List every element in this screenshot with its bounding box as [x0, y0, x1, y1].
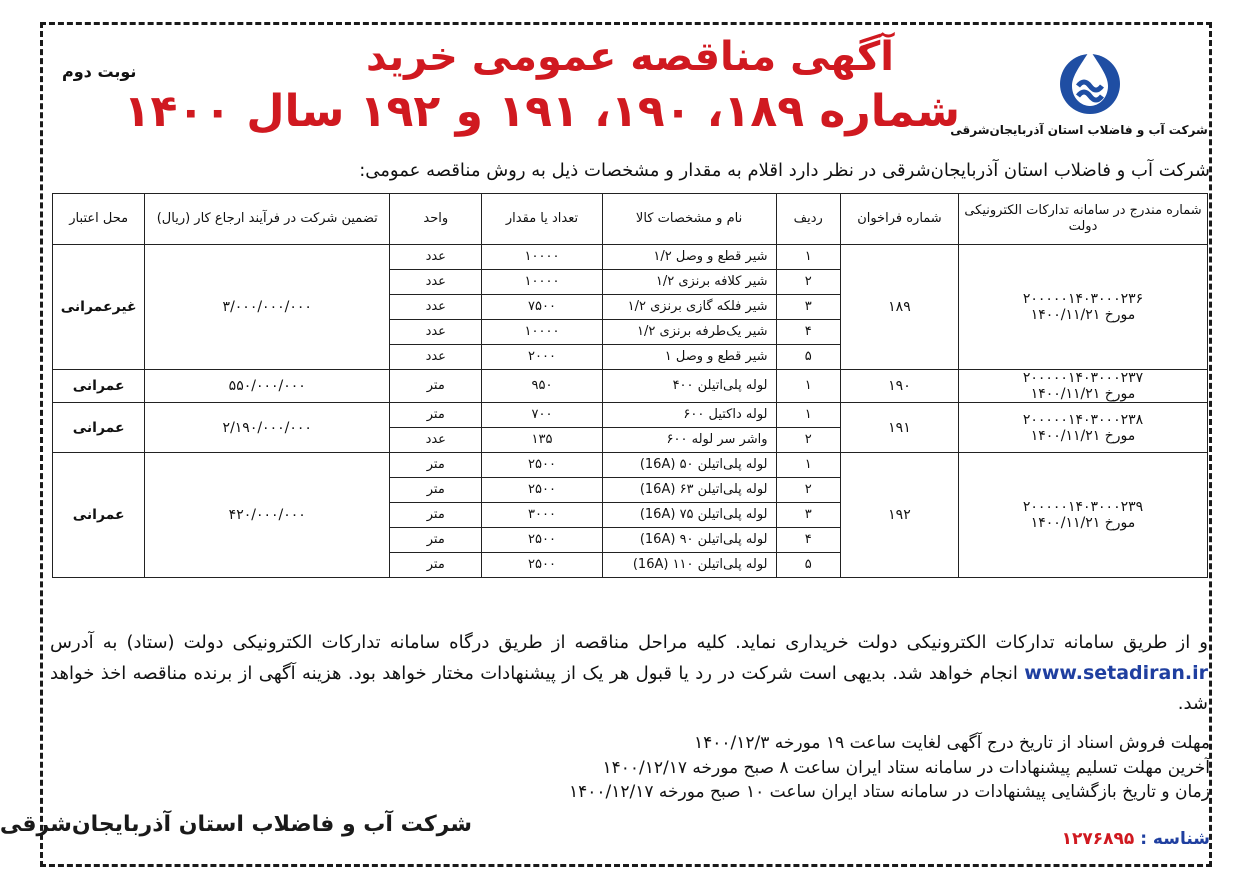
credit-cell: غیرعمرانی: [53, 245, 145, 370]
guarantee-cell: ۲/۱۹۰/۰۰۰/۰۰۰: [145, 403, 390, 453]
registry-number: ۲۰۰۰۰۰۱۴۰۳۰۰۰۲۳۶: [1022, 291, 1144, 307]
row-number-cell: ۳: [776, 295, 840, 320]
row-number-cell: ۴: [776, 528, 840, 553]
notice-subtitle: شماره ۱۸۹، ۱۹۰، ۱۹۱ و ۱۹۲ سال ۱۴۰۰: [123, 86, 960, 137]
row-number-cell: ۳: [776, 503, 840, 528]
reference-number: ۱۲۷۶۸۹۵: [1061, 829, 1135, 849]
item-name-cell: واشر سر لوله ۶۰۰: [602, 428, 776, 453]
quantity-cell: ۱۰۰۰۰: [482, 270, 602, 295]
row-number-cell: ۱: [776, 403, 840, 428]
item-name-cell: لوله پلی‌اتیلن ۷۵ (16A): [602, 503, 776, 528]
header-credit: محل اعتبار: [53, 194, 145, 245]
row-number-cell: ۱: [776, 370, 840, 403]
table-row: [53, 245, 1208, 270]
unit-cell: عدد: [390, 428, 482, 453]
guarantee-cell: ۵۵۰/۰۰۰/۰۰۰: [145, 370, 390, 403]
quantity-cell: ۲۰۰۰: [482, 345, 602, 370]
header-row: ردیف: [776, 194, 840, 245]
body-part2: انجام خواهد شد. بدیهی است شرکت در رد یا قبول هر یک از پیشنهادات مختار خواهد بود. هزینه آگهی از برنده مناقصه اخذ خواهد شد.: [50, 663, 1208, 714]
deadline-submit: آخرین مهلت تسلیم پیشنهادات در سامانه ستاد ایران ساعت ۸ صبح مورخه ۱۴۰۰/۱۲/۱۷: [602, 757, 1210, 778]
quantity-cell: ۲۵۰۰: [482, 478, 602, 503]
row-number-cell: ۱: [776, 245, 840, 270]
unit-cell: متر: [390, 503, 482, 528]
call-number-cell: ۱۹۱: [840, 403, 958, 453]
guarantee-cell: ۳/۰۰۰/۰۰۰/۰۰۰: [145, 245, 390, 370]
header-qty: تعداد یا مقدار: [482, 194, 602, 245]
quantity-cell: ۳۰۰۰: [482, 503, 602, 528]
registry-date: مورخ ۱۴۰۰/۱۱/۲۱: [1030, 427, 1136, 444]
row-number-cell: ۲: [776, 428, 840, 453]
quantity-cell: ۲۵۰۰: [482, 528, 602, 553]
item-name-cell: شیر کلافه برنزی ۱/۲: [602, 270, 776, 295]
registry-cell: [958, 370, 1207, 403]
quantity-cell: ۱۰۰۰۰: [482, 320, 602, 345]
deadlines-list: [470, 731, 1210, 805]
quantity-cell: ۲۵۰۰: [482, 553, 602, 578]
intro-text: شرکت آب و فاضلاب استان آذربایجان‌شرقی در نظر دارد اقلام به مقدار و مشخصات ذیل به روش مناقصه عمومی:: [359, 160, 1210, 181]
item-name-cell: لوله پلی‌اتیلن ۵۰ (16A): [602, 453, 776, 478]
item-name-cell: شیر یک‌طرفه برنزی ۱/۲: [602, 320, 776, 345]
registry-cell: [958, 453, 1207, 578]
header-unit: واحد: [390, 194, 482, 245]
unit-cell: متر: [390, 478, 482, 503]
quantity-cell: ۷۵۰۰: [482, 295, 602, 320]
registry-date: مورخ ۱۴۰۰/۱۱/۲۱: [1030, 515, 1136, 531]
unit-cell: عدد: [390, 345, 482, 370]
table-row: [53, 403, 1208, 428]
quantity-cell: ۱۰۰۰۰: [482, 245, 602, 270]
unit-cell: عدد: [390, 245, 482, 270]
row-number-cell: ۵: [776, 553, 840, 578]
item-name-cell: شیر فلکه گازی برنزی ۱/۲: [602, 295, 776, 320]
website-link[interactable]: www.setadiran.ir: [1024, 662, 1208, 684]
row-number-cell: ۲: [776, 478, 840, 503]
quantity-cell: ۷۰۰: [482, 403, 602, 428]
item-name-cell: لوله پلی‌اتیلن ۱۱۰ (16A): [602, 553, 776, 578]
unit-cell: عدد: [390, 320, 482, 345]
tender-items-table: [52, 193, 1208, 578]
guarantee-cell: ۴۲۰/۰۰۰/۰۰۰: [145, 453, 390, 578]
header-item: نام و مشخصات کالا: [602, 194, 776, 245]
table-row: [53, 370, 1208, 403]
item-name-cell: لوله پلی‌اتیلن ۴۰۰: [602, 370, 776, 403]
org-signature: شرکت آب و فاضلاب استان آذربایجان‌شرقی: [0, 812, 472, 837]
deadline-opening: زمان و تاریخ بازگشایی پیشنهادات در سامانه ستاد ایران ساعت ۱۰ صبح مورخه ۱۴۰۰/۱۲/۱۷: [568, 782, 1210, 802]
quantity-cell: ۹۵۰: [482, 370, 602, 403]
item-name-cell: لوله داکتیل ۶۰۰: [602, 403, 776, 428]
registry-date: مورخ ۱۴۰۰/۱۱/۲۱: [1030, 386, 1136, 402]
unit-cell: متر: [390, 553, 482, 578]
reference-id: [1000, 829, 1210, 849]
call-number-cell: ۱۹۲: [840, 453, 958, 578]
unit-cell: عدد: [390, 295, 482, 320]
row-number-cell: ۵: [776, 345, 840, 370]
registry-number: ۲۰۰۰۰۰۱۴۰۳۰۰۰۲۳۷: [1022, 370, 1144, 386]
registry-date: مورخ ۱۴۰۰/۱۱/۲۱: [1030, 307, 1136, 323]
quantity-cell: ۲۵۰۰: [482, 453, 602, 478]
item-name-cell: لوله پلی‌اتیلن ۶۳ (16A): [602, 478, 776, 503]
call-number-cell: ۱۹۰: [840, 370, 958, 403]
table-header-row: [53, 194, 1208, 245]
notice-title: آگهی مناقصه عمومی خرید: [366, 34, 894, 80]
reference-label: شناسه :: [1140, 829, 1210, 849]
credit-cell: عمرانی: [53, 453, 145, 578]
header-registry: شماره مندرج در سامانه تدارکات الکترونیکی دولت: [958, 194, 1207, 245]
call-number-cell: ۱۸۹: [840, 245, 958, 370]
unit-cell: متر: [390, 453, 482, 478]
round-label: نوبت دوم: [62, 62, 137, 81]
item-name-cell: لوله پلی‌اتیلن ۹۰ (16A): [602, 528, 776, 553]
unit-cell: متر: [390, 528, 482, 553]
notice-body: [50, 628, 1208, 719]
registry-number: ۲۰۰۰۰۰۱۴۰۳۰۰۰۲۳۸: [1022, 411, 1144, 428]
org-name-header: شرکت آب و فاضلاب استان آذربایجان‌شرقی: [950, 123, 1208, 137]
unit-cell: متر: [390, 370, 482, 403]
water-drop-logo-icon: [1050, 46, 1130, 118]
registry-number: ۲۰۰۰۰۰۱۴۰۳۰۰۰۲۳۹: [1022, 499, 1144, 515]
row-number-cell: ۴: [776, 320, 840, 345]
deadline-sale: مهلت فروش اسناد از تاریخ درج آگهی لغایت ساعت ۱۹ مورخه ۱۴۰۰/۱۲/۳: [694, 733, 1210, 753]
header-call-no: شماره فراخوان: [840, 194, 958, 245]
registry-cell: [958, 245, 1207, 370]
unit-cell: عدد: [390, 270, 482, 295]
header-guarantee: تضمین شرکت در فرآیند ارجاع کار (ریال): [145, 194, 390, 245]
row-number-cell: ۱: [776, 453, 840, 478]
quantity-cell: ۱۳۵: [482, 428, 602, 453]
registry-cell: [958, 403, 1207, 453]
credit-cell: عمرانی: [53, 370, 145, 403]
table-row: [53, 453, 1208, 478]
item-name-cell: شیر قطع و وصل ۱/۲: [602, 245, 776, 270]
item-name-cell: شیر قطع و وصل ۱: [602, 345, 776, 370]
row-number-cell: ۲: [776, 270, 840, 295]
unit-cell: متر: [390, 403, 482, 428]
credit-cell: عمرانی: [53, 403, 145, 453]
body-part1: و از طریق سامانه تدارکات الکترونیکی دولت خریداری نماید. کلیه مراحل مناقصه از طریق درگاه سامانه تدارکات الکترونیکی دولت (ستاد) به آدرس: [50, 632, 1208, 653]
